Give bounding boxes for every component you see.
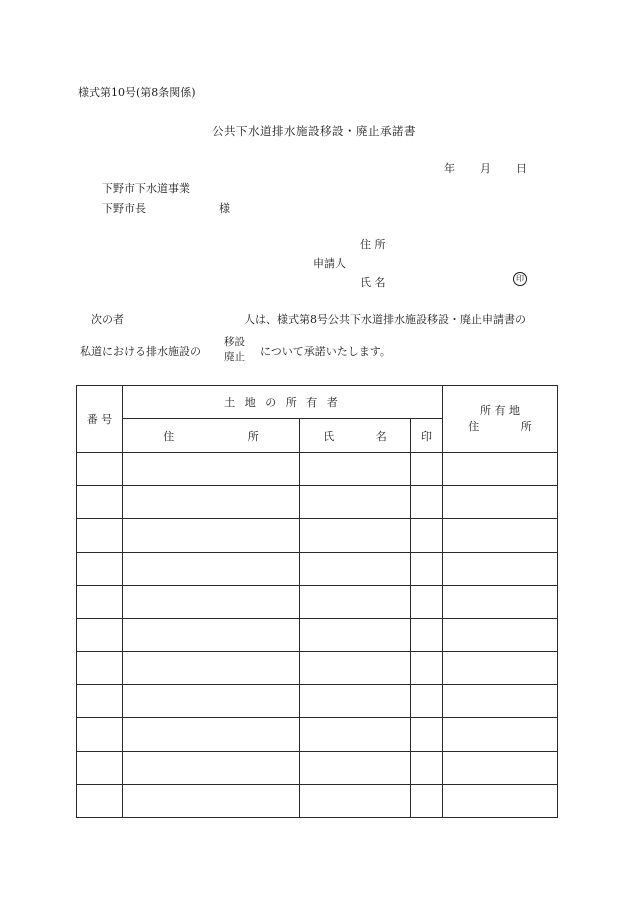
header-land-location <box>443 386 558 453</box>
body-text-prefix: 次の者 <box>91 313 124 326</box>
cell-seal <box>411 618 443 651</box>
cell-number <box>77 685 123 718</box>
cell-name <box>300 552 411 585</box>
cell-name <box>300 585 411 618</box>
cell-name <box>300 453 411 486</box>
cell-seal <box>411 552 443 585</box>
date-day-label: 日 <box>516 162 527 175</box>
header-seal: 印 <box>411 419 443 453</box>
table-row <box>77 519 558 552</box>
recipient-honorific: 様 <box>219 202 230 215</box>
table-row <box>77 718 558 751</box>
cell-number <box>77 486 123 519</box>
cell-seal <box>411 453 443 486</box>
table-body <box>77 453 558 818</box>
choice-abolish: 廃止 <box>224 351 245 363</box>
cell-land-location <box>443 652 558 685</box>
body-text-line2-suffix: について承諾いたします。 <box>260 345 391 358</box>
document-title: 公共下水道排水施設移設・廃止承諾書 <box>212 124 416 138</box>
cell-land-location <box>443 784 558 817</box>
cell-name <box>300 519 411 552</box>
header-land-location-line1: 所 有 地 <box>480 404 521 417</box>
table-row <box>77 685 558 718</box>
cell-land-location <box>443 618 558 651</box>
applicant-label: 申請人 <box>313 257 346 270</box>
cell-seal <box>411 751 443 784</box>
recipient-organization: 下野市下水道事業 <box>102 182 190 195</box>
applicant-address-label: 住 所 <box>360 238 386 251</box>
cell-address <box>123 784 300 817</box>
cell-number <box>77 652 123 685</box>
cell-seal <box>411 685 443 718</box>
cell-land-location <box>443 552 558 585</box>
form-number: 様式第10号(第8条関係) <box>78 86 196 99</box>
table-row <box>77 652 558 685</box>
choice-relocate: 移設 <box>224 336 245 348</box>
cell-land-location <box>443 453 558 486</box>
table-row <box>77 585 558 618</box>
cell-address <box>123 585 300 618</box>
cell-address <box>123 718 300 751</box>
header-land-location-line2: 住 所 <box>468 420 532 433</box>
header-landowner: 土 地 の 所 有 者 <box>123 386 443 419</box>
header-name: 氏 名 <box>300 419 411 453</box>
cell-address <box>123 751 300 784</box>
cell-name <box>300 618 411 651</box>
cell-address <box>123 453 300 486</box>
owner-table <box>76 385 558 818</box>
cell-land-location <box>443 751 558 784</box>
cell-number <box>77 453 123 486</box>
cell-name <box>300 652 411 685</box>
cell-number <box>77 519 123 552</box>
body-text-line1: 人は、様式第8号公共下水道排水施設移設・廃止申請書の <box>244 313 526 326</box>
cell-number <box>77 585 123 618</box>
cell-name <box>300 718 411 751</box>
cell-number <box>77 552 123 585</box>
cell-address <box>123 486 300 519</box>
seal-icon: 印 <box>513 272 527 286</box>
table-row <box>77 552 558 585</box>
table-row <box>77 751 558 784</box>
cell-address <box>123 685 300 718</box>
cell-land-location <box>443 519 558 552</box>
table-row <box>77 486 558 519</box>
cell-seal <box>411 519 443 552</box>
cell-address <box>123 652 300 685</box>
recipient-title: 下野市長 <box>102 202 146 215</box>
table-row <box>77 453 558 486</box>
cell-address <box>123 519 300 552</box>
body-text-line2-prefix: 私道における排水施設の <box>80 345 201 358</box>
cell-name <box>300 486 411 519</box>
cell-number <box>77 784 123 817</box>
cell-land-location <box>443 685 558 718</box>
table-row <box>77 618 558 651</box>
cell-seal <box>411 784 443 817</box>
cell-land-location <box>443 585 558 618</box>
cell-seal <box>411 585 443 618</box>
cell-number <box>77 718 123 751</box>
applicant-name-label: 氏 名 <box>360 276 386 289</box>
cell-name <box>300 685 411 718</box>
cell-name <box>300 784 411 817</box>
header-number: 番 号 <box>77 386 123 453</box>
cell-number <box>77 751 123 784</box>
cell-seal <box>411 718 443 751</box>
cell-seal <box>411 652 443 685</box>
cell-land-location <box>443 718 558 751</box>
header-address: 住 所 <box>123 419 300 453</box>
cell-name <box>300 751 411 784</box>
date-month-label: 月 <box>480 162 491 175</box>
date-year-label: 年 <box>444 162 455 175</box>
cell-address <box>123 618 300 651</box>
cell-land-location <box>443 486 558 519</box>
cell-number <box>77 618 123 651</box>
cell-seal <box>411 486 443 519</box>
table-row <box>77 784 558 817</box>
cell-address <box>123 552 300 585</box>
